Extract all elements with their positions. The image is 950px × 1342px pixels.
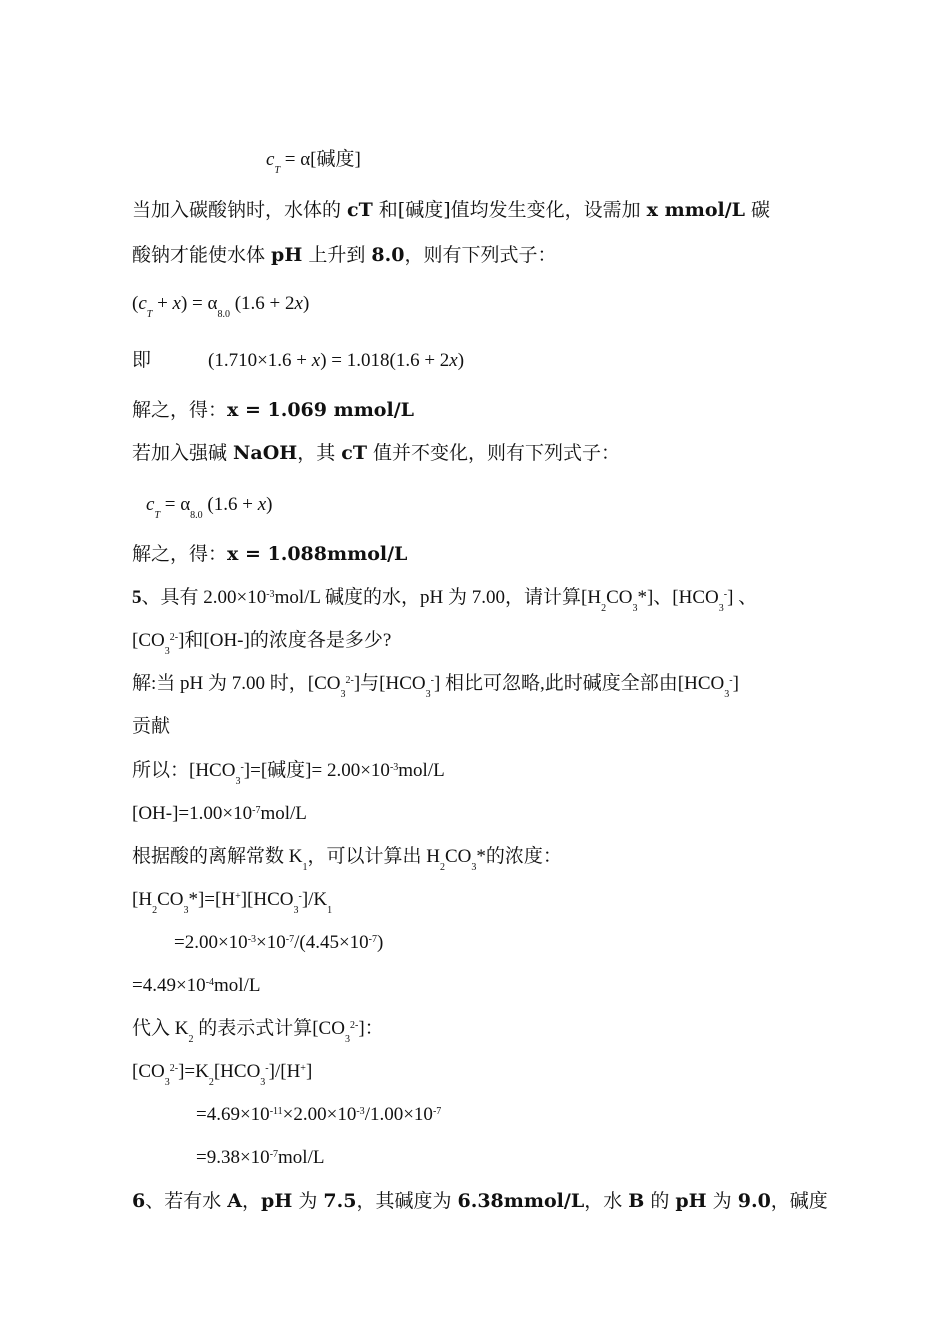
answer-line: 代入 $K_2$ 的表示式计算$[CO_3^{2-}]$：: [132, 1018, 384, 1045]
equation-substituted-line: [132, 348, 151, 372]
paragraph-line: 若加入强碱 NaOH，其 cT 值并不变化，则有下列式子：: [132, 442, 621, 464]
paragraph-line: 当加入碳酸钠时，水体的 cT 和[碱度]值均发生变化，设需加 x mmol/L 碳: [132, 199, 771, 221]
answer-line: $=2.00\times 10^{-3}\times 10^{-7}/(4.45\times 10^{-7})$: [174, 932, 384, 953]
answer-line: $[H_2CO_3*]=[H^+][HCO_3^-]/K_1$: [132, 889, 333, 916]
question-6-line-1: 6、若有水 A，pH 为 7.5，其碱度为 6.38mmol/L，水 B 的 pH 为 9.0，碱度: [132, 1190, 828, 1212]
answer-line: 解:当 pH 为 7.00 时，$[CO_3^{2-}]$与$[HCO_3^-]$ 相比可忽略,此时碱度全部由$[HCO_3^-]$: [132, 673, 739, 700]
answer-line: $=9.38\times 10^{-7}mol/L$: [196, 1147, 325, 1168]
equation-naoh: $c_T = \alpha_{8.0}$ (1.6 + x): [146, 494, 273, 521]
equation-sodium-carbonate: $(c_T + x) = \alpha_{8.0}$ (1.6 + 2x): [132, 293, 310, 320]
question-5-line-2: $[CO_3^{2-}]$和[OH-]的浓度各是多少?: [132, 630, 392, 657]
solution-line: 解之，得：x = 1.069 mmol/L: [132, 399, 415, 421]
answer-line: $=4.69\times 10^{-11}\times 2.00\times 10^{-3}/1.00\times 10^{-7}$: [196, 1104, 442, 1125]
answer-line: $=4.49\times 10^{-4}mol/L$: [132, 975, 261, 996]
answer-line: $[CO_3^{2-}]=K_2[HCO_3^-]/[H^+]$: [132, 1061, 313, 1088]
answer-line: 所以：$[HCO_3^-]=$[碱度]= $2.00\times 10^{-3}mol/L$: [132, 760, 445, 787]
solution-line: 解之，得：x = 1.088mmol/L: [132, 543, 408, 565]
equation-substituted: (1.710×1.6 + x) = 1.018(1.6 + 2x): [208, 350, 465, 371]
prefix-label: 即: [132, 349, 152, 371]
answer-line: $[OH-]=1.00\times 10^{-7}mol/L$: [132, 803, 307, 824]
question-5-line-1: 5、具有 $2.00\times 10^{-3}mol/L$ 碱度的水，pH 为 7.00，请计算$[H_2CO_3*]$、$[HCO_3^-]$ 、: [132, 587, 758, 614]
answer-line: 根据酸的离解常数 $K_1$，可以计算出 $H_2CO_3*$的浓度：: [132, 846, 562, 873]
answer-line: 贡献: [132, 716, 171, 737]
equation-ct-alpha-alkalinity: $c_T = \alpha$[碱度]: [266, 149, 361, 176]
paragraph-line: 酸钠才能使水体 pH 上升到 8.0，则有下列式子：: [132, 244, 557, 266]
